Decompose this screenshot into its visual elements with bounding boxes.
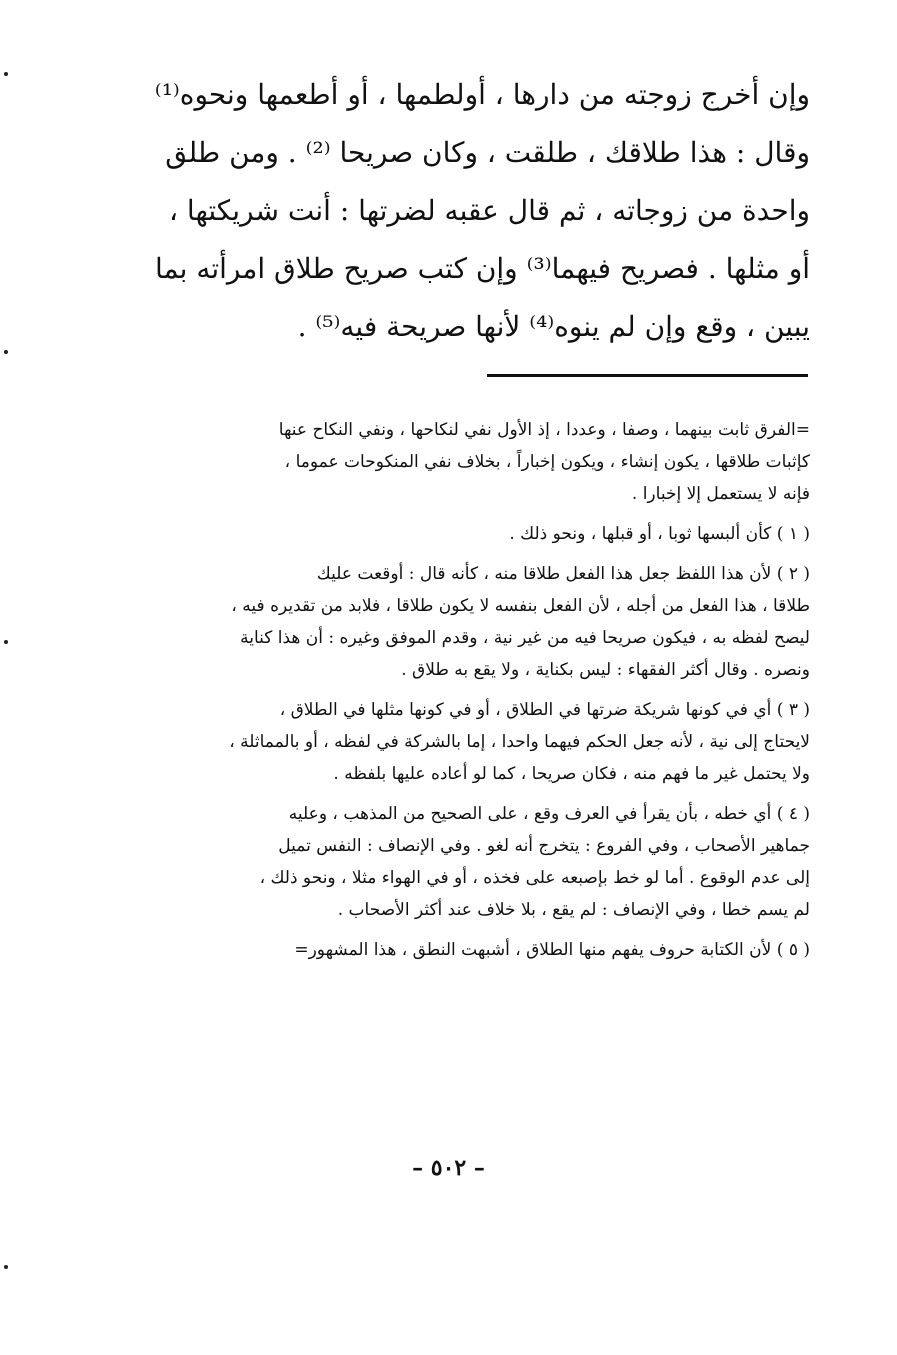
footnote-5: [70, 934, 810, 966]
footnote-line: لم يسم خطا ، وفي الإنصاف : لم يقع ، بلا خلاف عند أكثر الأصحاب .: [337, 900, 810, 920]
page-number: – ٥٠٢ –: [412, 1155, 485, 1181]
footnote-line: ( ٣ ) أي في كونها شريكة ضرتها في الطلاق ، أو في كونها مثلها في الطلاق ،: [279, 700, 810, 720]
footnotes: [70, 414, 810, 974]
footnote-line: =الفرق ثابت بينهما ، وصفا ، وعددا ، إذ الأول نفي لنكاحها ، ونفي النكاح عنها: [278, 420, 810, 440]
footnote-1: [70, 518, 810, 550]
footnote-3: [70, 694, 810, 790]
footnote-line: لايحتاج إلى نية ، لأنه جعل الحكم فيهما واحدا ، إما بالشركة في لفظه ، أو بالمماثلة ،: [229, 732, 810, 752]
main-text-line: أو مثلها . فصريح فيهما⁽³⁾ وإن كتب صريح طلاق امرأته بما: [154, 252, 810, 285]
footnote-line: جماهير الأصحاب ، وفي الفروع : يتخرج أنه لغو . وفي الإنصاف : النفس تميل: [278, 836, 810, 856]
scan-margin-mark: [4, 640, 8, 644]
footnote-line: ليصح لفظه به ، فيكون صريحا فيه من غير نية ، وقدم الموفق وغيره : أن هذا كناية: [240, 628, 810, 648]
footnote-line: ( ٤ ) أي خطه ، بأن يقرأ في العرف وقع ، على الصحيح من المذهب ، وعليه: [288, 804, 810, 824]
main-text-line: وإن أخرج زوجته من دارها ، أولطمها ، أو أطعمها ونحوه⁽¹⁾: [154, 78, 810, 111]
footnote-line: إلى عدم الوقوع . أما لو خط بإصبعه على فخذه ، أو في الهواء مثلا ، ونحو ذلك ،: [259, 868, 810, 888]
footnote-line: طلاقا ، هذا الفعل من أجله ، لأن الفعل بنفسه لا يكون طلاقا ، فلابد من تقديره فيه ،: [231, 596, 810, 616]
main-text-line: يبين ، وقع وإن لم ينوه⁽⁴⁾ لأنها صريحة فيه⁽⁵⁾ .: [297, 310, 810, 343]
footnote-separator: [487, 374, 808, 377]
footnote-line: ( ٢ ) لأن هذا اللفظ جعل هذا الفعل طلاقا منه ، كأنه قال : أوقعت عليك: [316, 564, 810, 584]
scan-margin-mark: [4, 72, 8, 76]
footnote-line: كإثبات طلاقها ، يكون إنشاء ، ويكون إخباراً ، بخلاف نفي المنكوحات عموما ،: [284, 452, 810, 472]
footnote-line: ( ٥ ) لأن الكتابة حروف يفهم منها الطلاق ، أشبهت النطق ، هذا المشهور=: [294, 940, 810, 960]
main-text-line: وقال : هذا طلاقك ، طلقت ، وكان صريحا ⁽²⁾ . ومن طلق: [165, 136, 810, 169]
footnote-2: [70, 558, 810, 686]
footnote-continuation: [70, 414, 810, 510]
footnote-line: فإنه لا يستعمل إلا إخبارا .: [631, 484, 810, 504]
scan-margin-mark: [4, 1265, 8, 1269]
footnote-line: ( ١ ) كأن ألبسها ثوبا ، أو قبلها ، ونحو ذلك .: [509, 524, 810, 544]
main-text-line: واحدة من زوجاته ، ثم قال عقبه لضرتها : أنت شريكتها ،: [168, 194, 810, 227]
footnote-line: ونصره . وقال أكثر الفقهاء : ليس بكناية ، ولا يقع به طلاق .: [401, 660, 810, 680]
main-text: [70, 66, 810, 356]
footnote-4: [70, 798, 810, 926]
footnote-line: ولا يحتمل غير ما فهم منه ، فكان صريحا ، كما لو أعاده عليها بلفظه .: [333, 764, 810, 784]
scan-margin-mark: [4, 350, 8, 354]
